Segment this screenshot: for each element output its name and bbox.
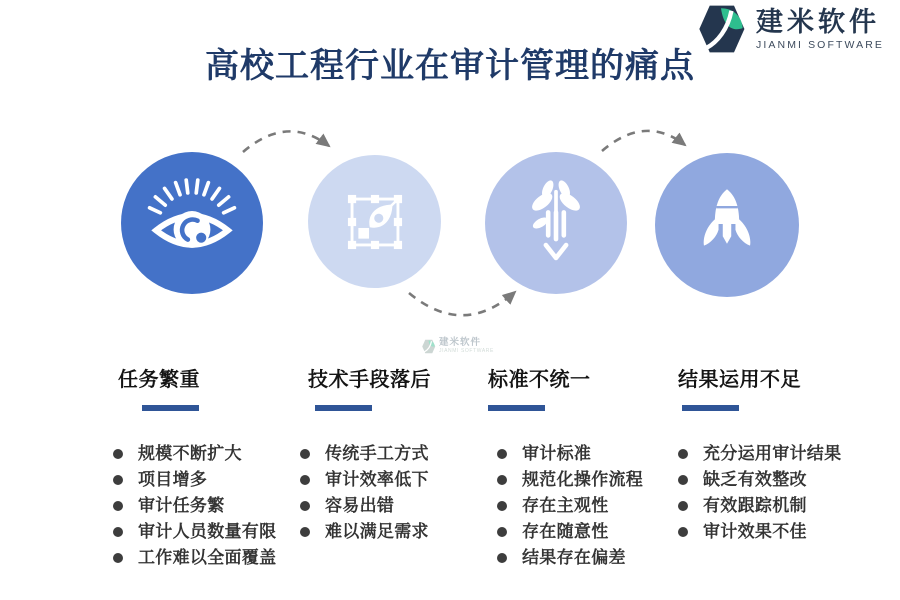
bullet-icon [678,527,688,537]
pain-point-text: 结果存在偏差 [522,548,626,567]
list-item [113,443,276,464]
list-item [300,495,431,516]
page-title: 高校工程行业在审计管理的痛点 [205,47,695,85]
step-circle-technique [308,155,441,288]
bullet-icon [113,553,123,563]
bullet-icon [678,449,688,459]
arrow-step1-step2 [243,131,329,152]
pain-point-text: 项目增多 [138,470,208,489]
list-item [497,469,643,490]
bullet-icon [497,449,507,459]
watermark-logo-icon [421,339,436,354]
step-circle-results [655,153,799,297]
pen-tool-icon [334,181,416,263]
pain-point-text: 难以满足需求 [325,522,429,541]
column-heading: 结果运用不足 [678,369,801,391]
bullet-icon [113,501,123,511]
list-item [678,495,841,516]
list-item [497,547,643,568]
list-item [678,521,841,542]
bullet-icon [678,501,688,511]
bullet-icon [113,475,123,485]
pain-point-text: 传统手工方式 [325,444,429,463]
pain-point-text: 审计标准 [522,444,592,463]
heading-underline [682,405,739,411]
column-heading: 标准不统一 [488,369,591,391]
list-item [113,547,276,568]
pain-point-list [300,443,431,542]
list-item [497,521,643,542]
heading-underline [142,405,199,411]
pain-point-text: 容易出错 [325,496,395,515]
pain-point-text: 审计任务繁 [138,496,225,515]
bullet-icon [300,527,310,537]
step-circle-standards [485,152,627,294]
logo-name: 建米软件 [756,7,881,38]
column-heading: 技术手段落后 [308,369,431,391]
bullet-icon [678,475,688,485]
pain-point-list [678,443,841,542]
list-item [300,521,431,542]
pain-point-text: 存在主观性 [522,496,609,515]
watermark-name: 建米软件 [439,337,482,348]
pain-point-text: 存在随意性 [522,522,609,541]
pain-point-text: 规范化操作流程 [522,470,644,489]
pain-point-list [497,443,643,568]
pain-point-text: 充分运用审计结果 [703,444,842,463]
pain-point-text: 审计效果不佳 [703,522,807,541]
arrow-step2-step3 [409,292,515,315]
pain-point-text: 有效跟踪机制 [703,496,807,515]
logo-subtitle: JIANMI SOFTWARE [756,38,884,51]
list-item [113,469,276,490]
list-item [300,443,431,464]
pain-column-tasks [113,368,276,573]
bullet-icon [300,501,310,511]
watermark-subtitle: JIANMI SOFTWARE [439,348,494,355]
bullet-icon [300,475,310,485]
bullet-icon [497,475,507,485]
pain-point-text: 审计人员数量有限 [138,522,277,541]
step-circle-tasks [121,152,263,294]
bullet-icon [497,501,507,511]
bullet-icon [113,449,123,459]
eye-icon [146,177,238,269]
rocket-icon [680,178,774,272]
list-item [497,495,643,516]
watermark [421,338,494,354]
column-heading: 任务繁重 [118,369,200,391]
pain-column-results [678,368,841,547]
arrow-step3-step4 [602,131,685,151]
heading-underline [488,405,545,411]
list-item [300,469,431,490]
bullet-icon [113,527,123,537]
pain-point-text: 工作难以全面覆盖 [138,548,277,567]
list-item [678,469,841,490]
pain-column-technique [300,368,431,547]
bullet-icon [497,553,507,563]
list-item [678,443,841,464]
pain-column-standards [488,368,644,573]
bullet-icon [497,527,507,537]
pain-point-text: 审计效率低下 [325,470,429,489]
bullet-icon [300,449,310,459]
list-item [497,443,643,464]
pain-point-list [113,443,276,568]
list-item [113,495,276,516]
pencil-plant-icon [510,177,602,269]
list-item [113,521,276,542]
pain-point-text: 规模不断扩大 [138,444,242,463]
pain-point-text: 缺乏有效整改 [703,470,807,489]
heading-underline [315,405,372,411]
